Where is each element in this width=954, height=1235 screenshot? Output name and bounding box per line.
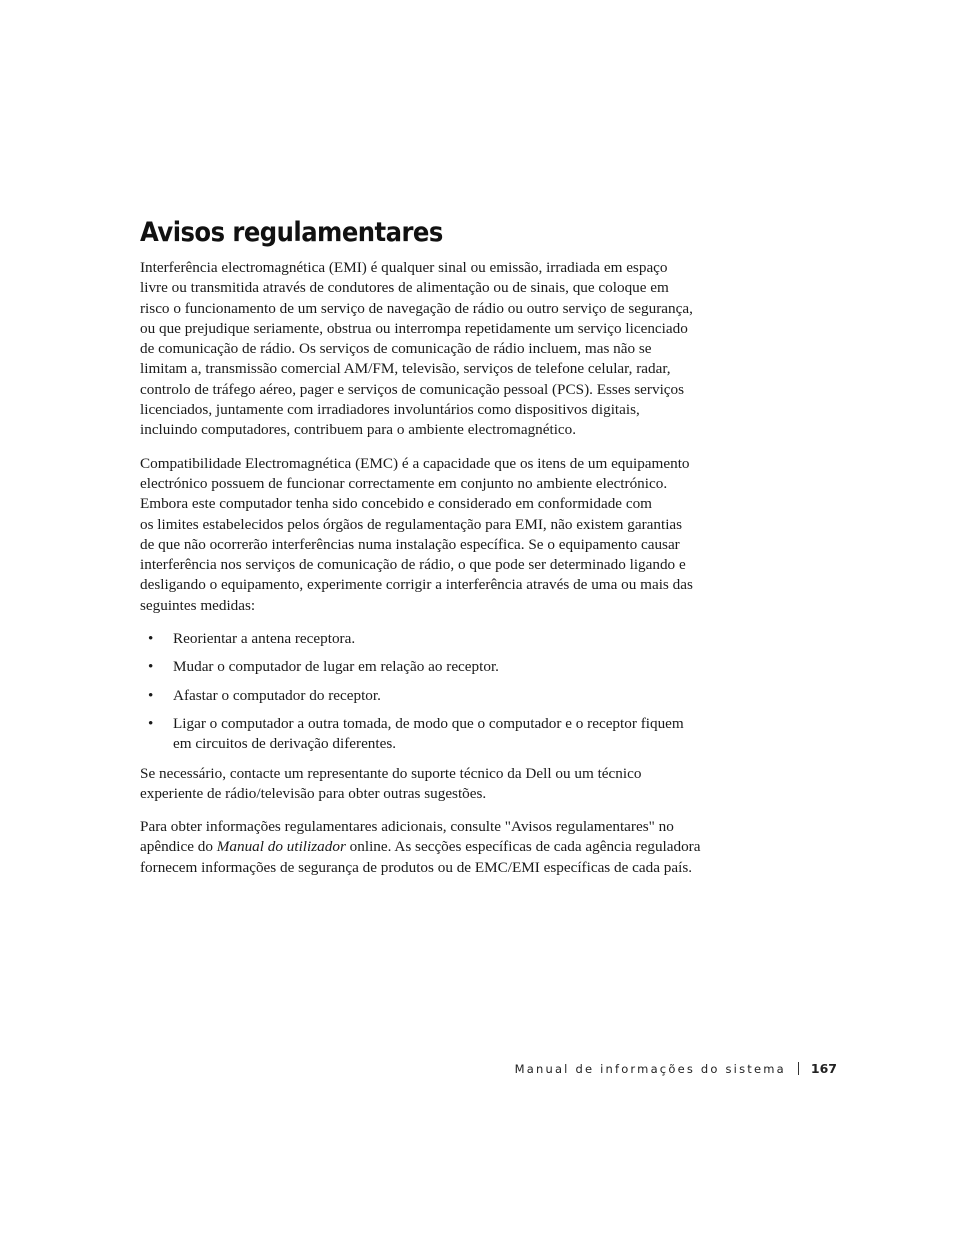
text-line: seguintes medidas: xyxy=(140,596,256,614)
list-item xyxy=(140,686,740,706)
bullet-icon: • xyxy=(148,714,154,732)
text-line: Interferência electromagnética (EMI) é qualquer sinal ou emissão, irradiada em espaço xyxy=(140,259,668,276)
text-line: interferência nos serviços de comunicação de rádio, o que pode ser determinado ligando e xyxy=(140,556,686,574)
list-item xyxy=(140,714,740,755)
footer-divider xyxy=(798,1062,799,1075)
text-line: livre ou transmitida através de condutores de alimentação ou de sinais, que coloque em xyxy=(140,279,669,297)
paragraph-emi xyxy=(140,258,740,441)
text-line: os limites estabelecidos pelos órgãos de regulamentação para EMI, não existem garantias xyxy=(140,515,683,533)
text-line: controlo de tráfego aéreo, pager e serviços de comunicação pessoal (PCS). Esses serviços xyxy=(140,380,685,398)
list-item-text: Reorientar a antena receptora. xyxy=(173,630,356,648)
bullet-icon: • xyxy=(148,686,154,704)
main-content xyxy=(140,214,740,891)
text-line: electrónico possuem de funcionar correctamente em conjunto no ambiente electrónico. xyxy=(140,474,668,492)
text-fragment: apêndice do xyxy=(140,838,217,856)
list-item-text: Mudar o computador de lugar em relação ao receptor. xyxy=(173,658,499,676)
text-line xyxy=(140,837,740,857)
measures-list xyxy=(140,629,740,754)
bullet-icon: • xyxy=(148,630,154,648)
list-item-text: Ligar o computador a outra tomada, de modo que o computador e o receptor fiquem xyxy=(173,714,684,732)
list-item-text: em circuitos de derivação diferentes. xyxy=(173,735,397,753)
text-line: licenciados, juntamente com irradiadores involuntários como dispositivos digitais, xyxy=(140,401,640,419)
text-line: ou que prejudique seriamente, obstrua ou interrompa repetidamente um serviço licenciado xyxy=(140,319,688,337)
text-line: Se necessário, contacte um representante do suporte técnico da Dell ou um técnico xyxy=(140,764,642,782)
bullet-icon: • xyxy=(148,658,154,676)
text-line: Embora este computador tenha sido concebido e considerado em conformidade com xyxy=(140,495,652,513)
text-line: incluindo computadores, contribuem para o ambiente electromagnético. xyxy=(140,421,577,439)
paragraph-additional-info xyxy=(140,817,740,878)
list-item xyxy=(140,629,740,649)
manual-title-italic: Manual do utilizador xyxy=(216,838,346,856)
text-fragment: online. As secções específicas de cada agência reguladora xyxy=(345,838,701,856)
page-footer xyxy=(515,1061,837,1076)
page-title: Avisos regulamentares xyxy=(140,217,443,248)
text-line: Compatibilidade Electromagnética (EMC) é a capacidade que os itens de um equipamento xyxy=(140,454,690,472)
text-line: de que não ocorrerão interferências numa instalação específica. Se o equipamento causar xyxy=(140,535,680,553)
text-line: limitam a, transmissão comercial AM/FM, televisão, serviços de telefone celular, radar, xyxy=(140,360,671,378)
footer-manual-title: Manual de informações do sistema xyxy=(514,1061,786,1076)
text-line: de comunicação de rádio. Os serviços de comunicação de rádio incluem, mas não se xyxy=(140,340,652,358)
text-line: risco o funcionamento de um serviço de navegação de rádio ou outro serviço de segurança, xyxy=(140,299,693,317)
text-line: experiente de rádio/televisão para obter outras sugestões. xyxy=(140,784,487,802)
text-line: Para obter informações regulamentares adicionais, consulte "Avisos regulamentares" no xyxy=(140,818,674,836)
list-item xyxy=(140,657,740,677)
page-number: 167 xyxy=(810,1061,837,1076)
paragraph-contact xyxy=(140,764,740,805)
list-item-text: Afastar o computador do receptor. xyxy=(173,686,381,704)
text-line: fornecem informações de segurança de produtos ou de EMC/EMI específicas de cada país. xyxy=(140,858,693,876)
text-line: desligando o equipamento, experimente corrigir a interferência através de uma ou mais das xyxy=(140,576,693,594)
paragraph-emc xyxy=(140,454,740,616)
